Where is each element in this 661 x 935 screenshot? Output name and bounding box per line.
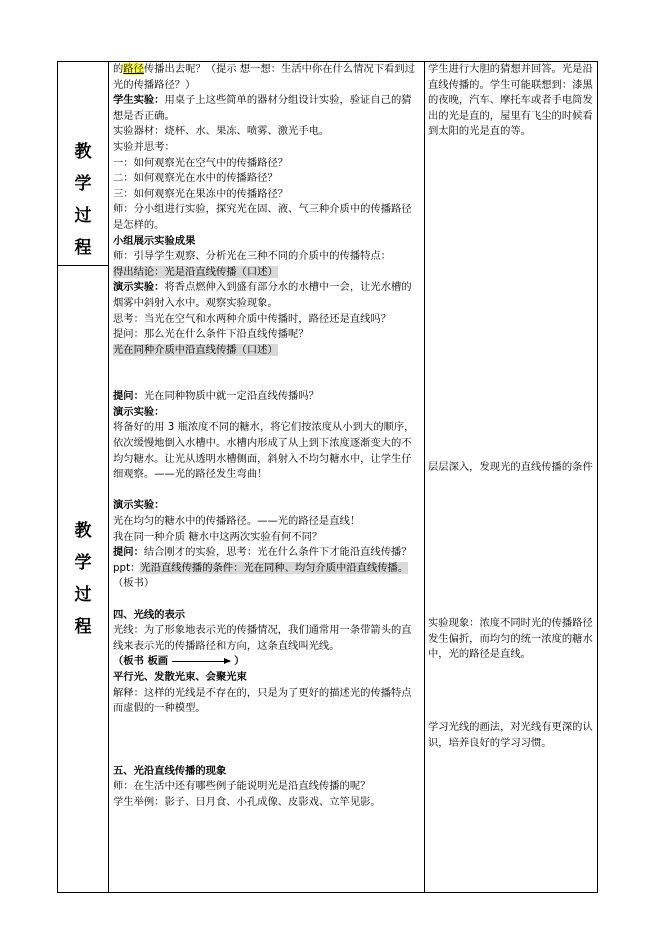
ask-3: 提问：结合刚才的实验，思考：光在什么条件下才能沿直线传播？ xyxy=(113,546,412,559)
beam-types: 平行光、发散光束、会聚光束 xyxy=(113,670,247,683)
explanation: 解释：这样的光线是不存在的，只是为了更好的描述光的传播特点而虚假的一种模型。 xyxy=(113,686,412,715)
demo-label-2: 演示实验： xyxy=(113,405,165,418)
column-divider-right xyxy=(424,62,425,892)
ray-definition: 光线：为了形象地表示光的传播情况，我们通常用一条带箭头的直线来表示光的传播路径和方向，这条直线叫光线。 xyxy=(113,624,412,652)
intro-paragraph: 的路径传播出去呢？（提示 想一想：生活中你在什么情况下看到过光的传播路径？） xyxy=(113,63,415,91)
section-5-title: 五、光沿直线传播的现象 xyxy=(113,764,227,777)
demo-experiment-1: 演示实验：将香点燃伸入到盛有部分水的水槽中一会，让光水槽的烟雾中斜射入水中。观察实验现象。 xyxy=(113,281,412,309)
side-label-bottom: 教 学 过 程 xyxy=(74,521,92,637)
demo-experiment-2: 将备好的用 3 瓶浓度不同的糖水，将它们按浓度从小到大的顺序，依次缓慢地倒入水槽中。水槽内形成了从上到下浓度逐渐变大的不均匀糖水。让光从透明水槽侧面，斜射入不均匀糖水中，让学生仔细观察。——光的路径发生弯曲！ xyxy=(113,421,415,481)
lesson-table xyxy=(57,61,598,893)
compare: 我在同一种介质 糖水中这两次实验有何不同？ xyxy=(113,530,323,543)
demo-experiment-3: 光在均匀的糖水中的传播路径。——光的路径是直线！ xyxy=(113,515,361,528)
student-activity-2: 层层深入，发现光的直线传播的条件 xyxy=(428,461,593,473)
highlight-path: 路径 xyxy=(123,63,144,75)
student-activity-3: 实验现象：浓度不同时光的传播路径发生偏折，而均匀的统一浓度的糖水中，光的路径是直线。 xyxy=(428,617,593,661)
conclusion-2: 光在同种介质中沿直线传播（口述） xyxy=(113,343,278,356)
student-activity-1: 学生进行大胆的猜想并回答。光是沿直线传播的。学生可能联想到：漆黑的夜晚，汽车、摩托车或者手电筒发出的光是直的，屋里有飞尘的时候看到太阳的光是直的等。 xyxy=(428,63,593,138)
board-drawing: （板书 板画 ） xyxy=(113,655,245,668)
teaching-content xyxy=(109,62,423,811)
ppt-note: ppt：光沿直线传播的条件：光在同种、均匀介质中沿直线传播。（板书） xyxy=(113,561,409,590)
equipment: 实验器材：烧杯、水、果冻、喷雾、激光手电。 xyxy=(113,125,330,138)
think-2: 思考：当光在空气和水两种介质中传播时，路径还是直线吗？ xyxy=(113,312,392,325)
section-4-title: 四、光线的表示 xyxy=(113,608,186,621)
conclusion-1: 得出结论：光是沿直线传播（口述） xyxy=(113,265,278,278)
demo-label-3: 演示实验： xyxy=(113,499,165,512)
think-heading: 实验并思考： xyxy=(113,140,175,153)
side-label-top: 教 学 过 程 xyxy=(74,142,92,258)
student-activity-4: 学习光线的画法，对光线有更深的认识，培养良好的学习习惯。 xyxy=(428,721,593,749)
student-experiment: 学生实验：用桌子上这些简单的器材分组设计实验，验证自己的猜想是否正确。 xyxy=(113,94,412,122)
ask-2: 提问：光在同种物质中就一定沿直线传播吗？ xyxy=(113,390,319,403)
arrow-icon xyxy=(172,661,230,662)
ask-1: 提问：那么光在什么条件下沿直线传播呢？ xyxy=(113,328,309,341)
group-title: 小组展示实验成果 xyxy=(113,234,196,247)
question-1: 一：如何观察光在空气中的传播路径？ xyxy=(113,156,289,169)
student-examples: 学生举例：影子、日月食、小孔成像、皮影戏、立竿见影。 xyxy=(113,795,381,808)
row-divider xyxy=(58,265,108,266)
teacher-instruction-2: 师：引导学生观察、分析光在三种不同的介质中的传播特点： xyxy=(113,250,392,263)
question-2: 二：如何观察光在水中的传播路径？ xyxy=(113,172,278,185)
teacher-instruction-3: 师：在生活中还有哪些例子能说明光是沿直线传播的呢？ xyxy=(113,780,371,793)
question-3: 三：如何观察光在果冻中的传播路径？ xyxy=(113,187,289,200)
teacher-instruction-1: 师：分小组进行实验，探究光在固、液、气三种介质中的传播路径是怎样的。 xyxy=(113,203,412,231)
